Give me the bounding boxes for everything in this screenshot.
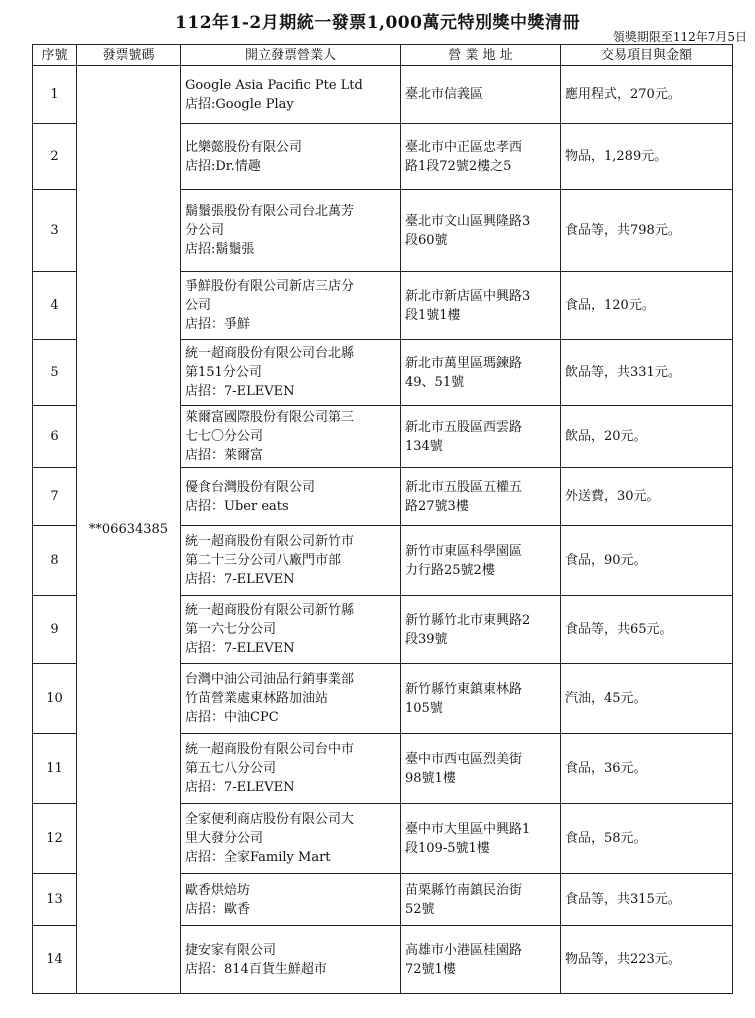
merchant-line: 全家便利商店股份有限公司大 bbox=[185, 812, 355, 827]
invoice-number: **06634385 bbox=[77, 66, 181, 994]
merchant-line: 店招：Uber eats bbox=[185, 498, 289, 514]
row-index: 12 bbox=[33, 804, 77, 874]
address-line: 新北市五股區五權五 bbox=[405, 479, 523, 495]
transaction-cell: 應用程式，270元。 bbox=[561, 66, 733, 124]
row-index: 11 bbox=[33, 734, 77, 804]
address-line: 98號1樓 bbox=[405, 770, 456, 786]
transaction-cell: 飲品等，共331元。 bbox=[561, 340, 733, 406]
winners-table bbox=[32, 44, 733, 994]
merchant-cell bbox=[181, 734, 401, 804]
merchant-cell bbox=[181, 272, 401, 340]
merchant-cell bbox=[181, 596, 401, 664]
address-line: 72號1樓 bbox=[405, 961, 456, 977]
address-line: 高雄市小港區桂園路 bbox=[405, 942, 523, 958]
address-line: 段39號 bbox=[405, 631, 448, 647]
address-cell bbox=[401, 468, 561, 526]
merchant-line: Google Asia Pacific Pte Ltd bbox=[185, 77, 363, 93]
merchant-line: 店招:鬍鬚張 bbox=[185, 242, 255, 257]
header-transaction: 交易項目與金額 bbox=[561, 45, 733, 66]
transaction-cell: 食品，90元。 bbox=[561, 526, 733, 596]
transaction-cell: 汽油，45元。 bbox=[561, 664, 733, 734]
claim-deadline: 領獎期限至112年7月5日 bbox=[612, 30, 747, 44]
address-line: 臺北市信義區 bbox=[405, 87, 484, 102]
transaction-cell: 食品等，共798元。 bbox=[561, 190, 733, 272]
merchant-line: 統一超商股份有限公司新竹縣 bbox=[185, 603, 355, 618]
merchant-line: 店招：中油CPC bbox=[185, 710, 279, 725]
address-line: 段1號1樓 bbox=[405, 307, 461, 323]
transaction-cell: 食品，36元。 bbox=[561, 734, 733, 804]
merchant-line: 捷安家有限公司 bbox=[185, 942, 277, 958]
row-index: 5 bbox=[33, 340, 77, 406]
address-cell bbox=[401, 804, 561, 874]
header-address: 營 業 地 址 bbox=[401, 45, 561, 66]
address-line: 臺中市大里區中興路1 bbox=[405, 821, 531, 837]
merchant-line: 店招:Dr.情趣 bbox=[185, 158, 261, 174]
address-line: 新北市新店區中興路3 bbox=[405, 288, 531, 304]
merchant-cell bbox=[181, 926, 401, 994]
address-cell bbox=[401, 124, 561, 190]
merchant-line: 第二十三分公司八廠門市部 bbox=[185, 553, 342, 568]
merchant-line: 店招：7-ELEVEN bbox=[185, 641, 295, 656]
address-cell bbox=[401, 340, 561, 406]
address-cell bbox=[401, 874, 561, 926]
row-index: 14 bbox=[33, 926, 77, 994]
address-line: 臺中市西屯區烈美街 bbox=[405, 751, 523, 767]
merchant-line: 店招：爭鮮 bbox=[185, 317, 251, 332]
row-index: 9 bbox=[33, 596, 77, 664]
transaction-cell: 食品等，共315元。 bbox=[561, 874, 733, 926]
row-index: 6 bbox=[33, 406, 77, 468]
merchant-line: 第一六七分公司 bbox=[185, 622, 277, 637]
row-index: 7 bbox=[33, 468, 77, 526]
address-cell bbox=[401, 406, 561, 468]
address-line: 52號 bbox=[405, 901, 435, 917]
address-line: 臺北市文山區興隆路3 bbox=[405, 213, 531, 229]
address-line: 路1段72號2樓之5 bbox=[405, 158, 512, 174]
merchant-cell bbox=[181, 874, 401, 926]
address-line: 105號 bbox=[405, 700, 443, 716]
merchant-line: 竹苗營業處東林路加油站 bbox=[185, 691, 329, 706]
address-line: 段109-5號1樓 bbox=[405, 840, 490, 856]
address-cell bbox=[401, 66, 561, 124]
merchant-line: 店招：7-ELEVEN bbox=[185, 780, 295, 795]
merchant-line: 公司 bbox=[185, 298, 212, 313]
header-index: 序號 bbox=[33, 45, 77, 66]
row-index: 3 bbox=[33, 190, 77, 272]
row-index: 8 bbox=[33, 526, 77, 596]
address-line: 新竹縣竹東鎮東林路 bbox=[405, 681, 523, 697]
transaction-cell: 食品，120元。 bbox=[561, 272, 733, 340]
merchant-line: 統一超商股份有限公司台北縣 bbox=[185, 346, 355, 361]
address-cell bbox=[401, 734, 561, 804]
merchant-line: 第151分公司 bbox=[185, 365, 262, 380]
merchant-line: 店招:Google Play bbox=[185, 96, 294, 112]
address-line: 段60號 bbox=[405, 232, 448, 248]
row-index: 1 bbox=[33, 66, 77, 124]
merchant-line: 店招：7-ELEVEN bbox=[185, 572, 295, 587]
transaction-cell: 飲品，20元。 bbox=[561, 406, 733, 468]
merchant-cell bbox=[181, 406, 401, 468]
merchant-cell bbox=[181, 664, 401, 734]
address-cell bbox=[401, 926, 561, 994]
row-index: 10 bbox=[33, 664, 77, 734]
merchant-line: 店招：814百貨生鮮超市 bbox=[185, 961, 327, 977]
merchant-line: 店招：歐香 bbox=[185, 901, 251, 917]
transaction-cell: 物品，1,289元。 bbox=[561, 124, 733, 190]
merchant-line: 爭鮮股份有限公司新店三店分 bbox=[185, 279, 355, 294]
address-line: 力行路25號2樓 bbox=[405, 562, 495, 578]
merchant-cell bbox=[181, 468, 401, 526]
address-cell bbox=[401, 190, 561, 272]
merchant-line: 優食台灣股份有限公司 bbox=[185, 479, 316, 495]
address-line: 新竹市東區科學園區 bbox=[405, 543, 523, 559]
transaction-cell: 食品等，共65元。 bbox=[561, 596, 733, 664]
address-line: 49、51號 bbox=[405, 374, 465, 390]
table-header-row bbox=[33, 45, 733, 66]
merchant-line: 店招：全家Family Mart bbox=[185, 850, 331, 865]
merchant-line: 鬍鬚張股份有限公司台北萬芳 bbox=[185, 204, 355, 219]
address-line: 路27號3樓 bbox=[405, 498, 469, 514]
address-line: 新北市萬里區瑪鍊路 bbox=[405, 355, 523, 371]
merchant-cell bbox=[181, 340, 401, 406]
merchant-cell bbox=[181, 526, 401, 596]
merchant-line: 里大發分公司 bbox=[185, 831, 264, 846]
transaction-cell: 食品，58元。 bbox=[561, 804, 733, 874]
merchant-line: 店招：7-ELEVEN bbox=[185, 384, 295, 399]
address-cell bbox=[401, 526, 561, 596]
merchant-cell bbox=[181, 804, 401, 874]
address-cell bbox=[401, 272, 561, 340]
address-line: 新北市五股區西雲路 bbox=[405, 419, 523, 435]
row-index: 13 bbox=[33, 874, 77, 926]
merchant-line: 台灣中油公司油品行銷事業部 bbox=[185, 672, 355, 687]
merchant-line: 統一超商股份有限公司新竹市 bbox=[185, 534, 355, 549]
table-body bbox=[33, 66, 733, 994]
merchant-line: 分公司 bbox=[185, 223, 225, 238]
address-cell bbox=[401, 596, 561, 664]
document-title: 112年1-2月期統一發票1,000萬元特別獎中獎清冊 bbox=[175, 13, 580, 33]
merchant-line: 七七〇分公司 bbox=[185, 429, 264, 444]
address-cell bbox=[401, 664, 561, 734]
merchant-line: 萊爾富國際股份有限公司第三 bbox=[185, 410, 355, 425]
transaction-cell: 物品等，共223元。 bbox=[561, 926, 733, 994]
header-invoice-number: 發票號碼 bbox=[77, 45, 181, 66]
merchant-cell bbox=[181, 124, 401, 190]
merchant-line: 店招：萊爾富 bbox=[185, 448, 264, 463]
address-line: 苗栗縣竹南鎮民治街 bbox=[405, 882, 523, 898]
merchant-cell bbox=[181, 190, 401, 272]
merchant-line: 歐香烘焙坊 bbox=[185, 882, 251, 898]
address-line: 新竹縣竹北市東興路2 bbox=[405, 612, 531, 628]
row-index: 4 bbox=[33, 272, 77, 340]
merchant-line: 第五七八分公司 bbox=[185, 761, 277, 776]
header-merchant: 開立發票營業人 bbox=[181, 45, 401, 66]
address-line: 134號 bbox=[405, 438, 443, 454]
address-line: 臺北市中正區忠孝西 bbox=[405, 139, 523, 155]
table-row bbox=[33, 66, 733, 124]
transaction-cell: 外送費，30元。 bbox=[561, 468, 733, 526]
merchant-line: 比樂懿股份有限公司 bbox=[185, 139, 303, 155]
merchant-cell bbox=[181, 66, 401, 124]
merchant-line: 統一超商股份有限公司台中市 bbox=[185, 742, 355, 757]
row-index: 2 bbox=[33, 124, 77, 190]
